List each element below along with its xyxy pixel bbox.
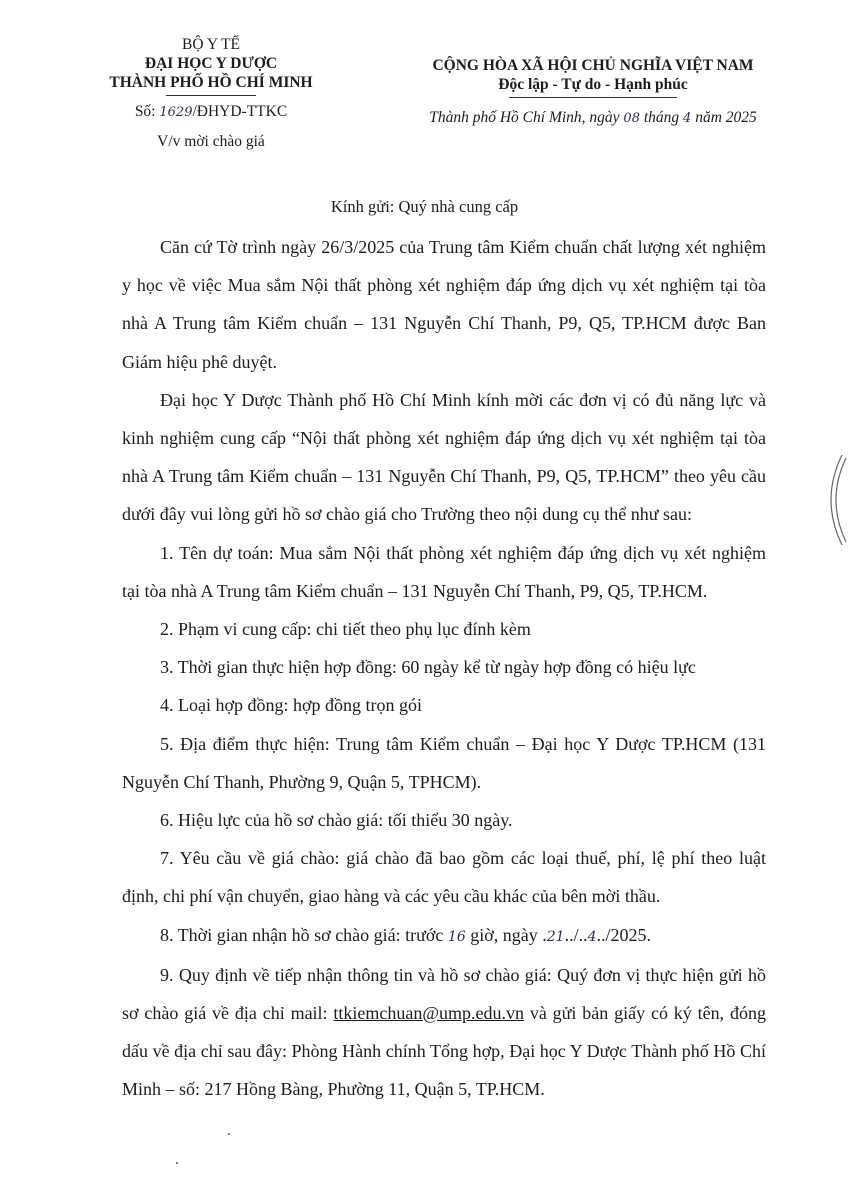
item-scope: 2. Phạm vi cung cấp: chi tiết theo phụ lục đính kèm: [160, 619, 531, 640]
item-submission-rules: [122, 956, 766, 1109]
university-name-line2: THÀNH PHỐ HỒ CHÍ MINH: [109, 74, 313, 91]
document-date: [412, 108, 774, 129]
deadline-separator: ../..: [564, 924, 588, 945]
item-price-requirements: 7. Yêu cầu về giá chào: giá chào đã bao gồm các loại thuế, phí, lệ phí theo luật định, chi phí vận chuyển, giao hàng và các yêu cầu khác của bên mời thầu.: [122, 848, 766, 907]
deadline-suffix: ../2025.: [596, 924, 652, 945]
scan-speck: [228, 1133, 230, 1135]
document-number-suffix: /ĐHYD-TTKC: [192, 103, 288, 120]
document-subject: V/v mời chào giá: [157, 133, 265, 150]
motto-underline: [509, 97, 677, 98]
submission-rules-suffix: và gửi bản giấy có ký tên, đóng dấu về địa chỉ sau đây: Phòng Hành chính Tổng hợp, Đại học Y Dược Thành phố Hồ Chí Minh – số: 217 Hồng Bàng, Phường 11, Quận 5, TP.HCM.: [122, 1003, 766, 1100]
date-prefix: Thành phố Hồ Chí Minh, ngày: [429, 109, 624, 126]
deadline-mid: giờ, ngày .: [465, 924, 547, 945]
submission-rules-prefix: 9. Quy định về tiếp nhận thông tin và hồ sơ chào giá: Quý đơn vị thực hiện gửi hồ sơ chào giá về địa chỉ mail:: [122, 964, 766, 1024]
deadline-month-handwritten: 4: [587, 928, 597, 945]
date-mid: tháng: [639, 109, 684, 126]
ministry-name: BỘ Y TẾ: [182, 36, 240, 53]
partial-stamp-seal-icon: [812, 455, 849, 545]
scan-speck: [176, 1162, 178, 1164]
item-submission-deadline: [122, 916, 766, 956]
document-number-handwritten: 1629: [159, 105, 193, 120]
header-left-underline: [166, 95, 256, 96]
salutation: Kính gửi: Quý nhà cung cấp: [330, 197, 519, 216]
date-day-handwritten: 08: [623, 111, 640, 126]
letter-body: [122, 228, 766, 1109]
date-suffix: năm 2025: [691, 109, 757, 126]
paragraph-invitation: Đại học Y Dược Thành phố Hồ Chí Minh kính mời các đơn vị có đủ năng lực và kinh nghiệm cung cấp “Nội thất phòng xét nghiệm đáp ứng dịch vụ xét nghiệm tại tòa nhà A Trung tâm Kiểm chuẩn – 131 Nguyễn Chí Thanh, P9, Q5, TP.HCM” theo yêu cầu dưới đây vui lòng gửi hồ sơ chào giá cho Trường theo nội dung cụ thể như sau:: [122, 389, 766, 525]
paragraph-basis: Căn cứ Tờ trình ngày 26/3/2025 của Trung tâm Kiểm chuẩn chất lượng xét nghiệm y học về việc Mua sắm Nội thất phòng xét nghiệm đáp ứng dịch vụ xét nghiệm tại tòa nhà A Trung tâm Kiểm chuẩn – 131 Nguyễn Chí Thanh, P9, Q5, TP.HCM được Ban Giám hiệu phê duyệt.: [122, 237, 766, 372]
item-location: 5. Địa điểm thực hiện: Trung tâm Kiểm chuẩn – Đại học Y Dược TP.HCM (131 Nguyễn Chí Thanh, Phường 9, Quận 5, TPHCM).: [122, 733, 766, 792]
issuer-header: [86, 36, 336, 152]
item-estimate-name: 1. Tên dự toán: Mua sắm Nội thất phòng xét nghiệm đáp ứng dịch vụ xét nghiệm tại tòa nhà A Trung tâm Kiểm chuẩn – 131 Nguyễn Chí Thanh, P9, Q5, TP.HCM.: [122, 542, 766, 601]
document-number: [86, 102, 336, 123]
national-header: [412, 56, 774, 129]
university-name-line1: ĐẠI HỌC Y DƯỢC: [144, 55, 278, 72]
item-contract-type: 4. Loại hợp đồng: hợp đồng trọn gói: [160, 695, 423, 716]
national-motto: Độc lập - Tự do - Hạnh phúc: [498, 76, 688, 93]
deadline-day-handwritten: 21: [546, 928, 565, 945]
contact-email-link[interactable]: ttkiemchuan@ump.edu.vn: [333, 1003, 524, 1024]
deadline-prefix: 8. Thời gian nhận hồ sơ chào giá: trước: [160, 924, 448, 945]
item-contract-duration: 3. Thời gian thực hiện hợp đồng: 60 ngày kể từ ngày hợp đồng có hiệu lực: [160, 657, 696, 678]
country-name: CỘNG HÒA XÃ HỘI CHỦ NGHĨA VIỆT NAM: [432, 57, 754, 74]
deadline-hour-handwritten: 16: [447, 928, 466, 945]
item-quote-validity: 6. Hiệu lực của hồ sơ chào giá: tối thiểu 30 ngày.: [160, 810, 513, 831]
date-month-handwritten: 4: [683, 111, 692, 126]
document-number-prefix: Số:: [134, 103, 160, 120]
